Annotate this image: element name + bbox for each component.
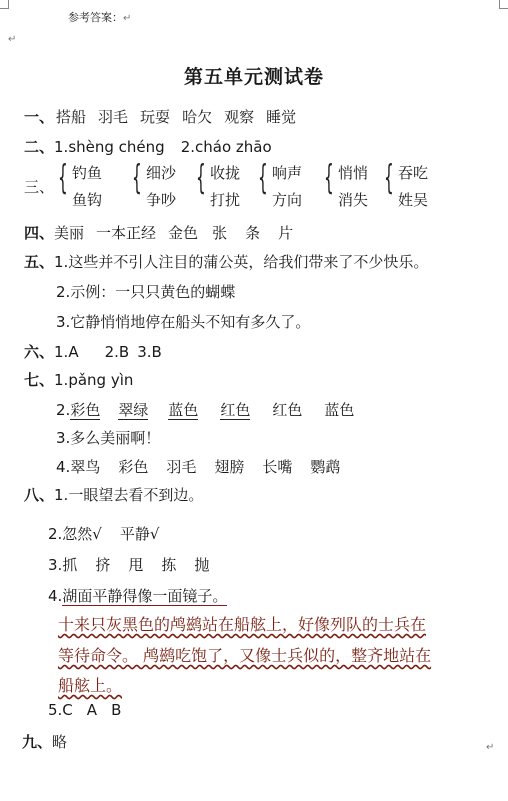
q3-word-bottom: 方向 xyxy=(272,191,303,209)
answer-key-header xyxy=(68,9,131,25)
q7-label: 七、 xyxy=(24,371,55,389)
q1-word: 玩耍 xyxy=(140,108,171,126)
q7-color-word: 彩色 xyxy=(70,401,101,419)
q8-verb: 抓 xyxy=(62,556,78,574)
q7-word: 鹦鹉 xyxy=(310,458,341,476)
brace-icon: { xyxy=(324,158,334,198)
question-7-item-4 xyxy=(56,456,340,477)
q7-item-2-number: 2. xyxy=(56,401,71,419)
q8-label: 八、 xyxy=(24,486,55,504)
q4-word: 美丽 xyxy=(54,224,85,242)
q6-item: 3.B xyxy=(137,343,162,361)
q8-item-5-b: A xyxy=(86,701,98,719)
q4-word: 一本正经 xyxy=(96,224,157,242)
q1-word: 哈欠 xyxy=(182,108,213,126)
q3-word-top: 钓鱼 xyxy=(72,164,103,182)
q9-text: 略 xyxy=(52,733,68,751)
q3-label: 三、 xyxy=(24,178,55,196)
q8-item-4-text: 湖面平静得像一面镜子。 xyxy=(62,587,228,605)
question-6 xyxy=(24,341,162,362)
question-8-item-2 xyxy=(48,523,159,544)
q8-verb: 拣 xyxy=(161,556,177,574)
corner-mark-left xyxy=(0,0,9,9)
q1-word: 观察 xyxy=(224,108,255,126)
paragraph-mark: ↵ xyxy=(123,13,132,24)
q7-color-word: 蓝色 xyxy=(324,401,355,419)
q3-word-bottom: 鱼钩 xyxy=(72,191,103,209)
q6-item: 2.B xyxy=(104,343,130,361)
brace-icon: { xyxy=(132,158,142,198)
question-3 xyxy=(24,158,494,218)
q3-word-top: 收拢 xyxy=(210,164,241,182)
q3-word-bottom: 姓吴 xyxy=(398,191,429,209)
q9-label: 九、 xyxy=(22,733,53,751)
question-7-item-1 xyxy=(24,369,133,390)
handwritten-answer-line: 船舷上。 xyxy=(58,676,123,695)
q8-verb: 甩 xyxy=(128,556,144,574)
q8-item-3-number: 3. xyxy=(48,556,63,574)
q3-word-top: 细沙 xyxy=(146,164,177,182)
q7-item-1: 1.pǎng yìn xyxy=(54,371,134,389)
q6-item: 1.A xyxy=(54,343,79,361)
q4-word: 金色 xyxy=(168,224,199,242)
paragraph-mark: ↵ xyxy=(8,34,17,45)
question-7-item-2 xyxy=(56,399,354,420)
handwritten-answer-line: 十来只灰黑色的鸬鹚站在船舷上，好像列队的士兵在 xyxy=(58,615,427,634)
q3-word-bottom: 打扰 xyxy=(210,191,241,209)
q7-word: 翠鸟 xyxy=(70,458,101,476)
handwritten-answer-line: 等待命令。 鸬鹚吃饱了，又像士兵似的，整齐地站在 xyxy=(58,646,432,665)
q7-word: 彩色 xyxy=(118,458,149,476)
q8-verb: 挤 xyxy=(95,556,111,574)
brace-icon: { xyxy=(196,158,206,198)
q1-word: 搭船 xyxy=(56,108,87,126)
question-9 xyxy=(22,731,67,752)
q7-color-word: 红色 xyxy=(272,401,303,419)
page-title: 第五单元测试卷 xyxy=(183,66,324,88)
q4-word: 张 xyxy=(212,224,228,242)
q8-item-2-b: 平静√ xyxy=(119,525,160,543)
question-8-item-5 xyxy=(48,701,121,719)
q3-word-bottom: 争吵 xyxy=(146,191,177,209)
q3-word-top: 响声 xyxy=(272,164,303,182)
question-7-item-3: 3.多么美丽啊！ xyxy=(56,429,161,447)
question-5-item-1 xyxy=(24,251,428,272)
question-5-item-2: 2.示例：一只只黄色的蝴蝶 xyxy=(56,283,236,301)
question-2 xyxy=(24,136,272,157)
q7-word: 羽毛 xyxy=(166,458,197,476)
header-text: 参考答案： xyxy=(68,11,123,24)
question-5-item-3: 3.它静悄悄地停在船头不知有多久了。 xyxy=(56,313,311,331)
question-8-item-1 xyxy=(24,484,203,505)
q7-color-word: 翠绿 xyxy=(118,401,149,419)
q8-item-1: 1.一眼望去看不到边。 xyxy=(54,486,204,504)
brace-icon: { xyxy=(384,158,394,198)
q7-word: 长嘴 xyxy=(262,458,293,476)
q7-item-4-number: 4. xyxy=(56,458,71,476)
q7-word: 翅膀 xyxy=(214,458,245,476)
paragraph-mark: ↵ xyxy=(486,742,495,753)
q8-item-4-number: 4. xyxy=(48,587,63,605)
brace-icon: { xyxy=(58,158,68,198)
q7-color-word: 红色 xyxy=(220,401,251,419)
question-8-item-4 xyxy=(48,585,227,606)
q8-item-5-c: B xyxy=(111,701,122,719)
corner-mark-right xyxy=(499,0,508,9)
question-4 xyxy=(24,222,293,243)
q2-item: 2.cháo zhāo xyxy=(180,138,272,156)
q2-label: 二、 xyxy=(24,138,55,156)
q3-word-top: 悄悄 xyxy=(338,164,369,182)
q2-item: 1.shèng chéng xyxy=(54,138,165,156)
q1-word: 羽毛 xyxy=(98,108,129,126)
q3-word-bottom: 消失 xyxy=(338,191,369,209)
q1-word: 睡觉 xyxy=(266,108,297,126)
q4-word: 片 xyxy=(278,224,294,242)
q8-item-5-a: 5.C xyxy=(48,701,73,719)
q8-verb: 抛 xyxy=(194,556,210,574)
q1-label: 一、 xyxy=(24,108,55,126)
q5-item: 1.这些并不引人注目的蒲公英，给我们带来了不少快乐。 xyxy=(54,253,429,271)
brace-icon: { xyxy=(258,158,268,198)
q6-label: 六、 xyxy=(24,343,55,361)
question-8-item-3 xyxy=(48,554,209,575)
question-1 xyxy=(24,106,308,127)
q5-label: 五、 xyxy=(24,253,55,271)
q3-word-top: 吞吃 xyxy=(398,164,429,182)
q4-label: 四、 xyxy=(24,224,55,242)
q8-item-2-a: 2.忽然√ xyxy=(48,525,102,543)
q4-word: 条 xyxy=(245,224,261,242)
q7-color-word: 蓝色 xyxy=(168,401,199,419)
